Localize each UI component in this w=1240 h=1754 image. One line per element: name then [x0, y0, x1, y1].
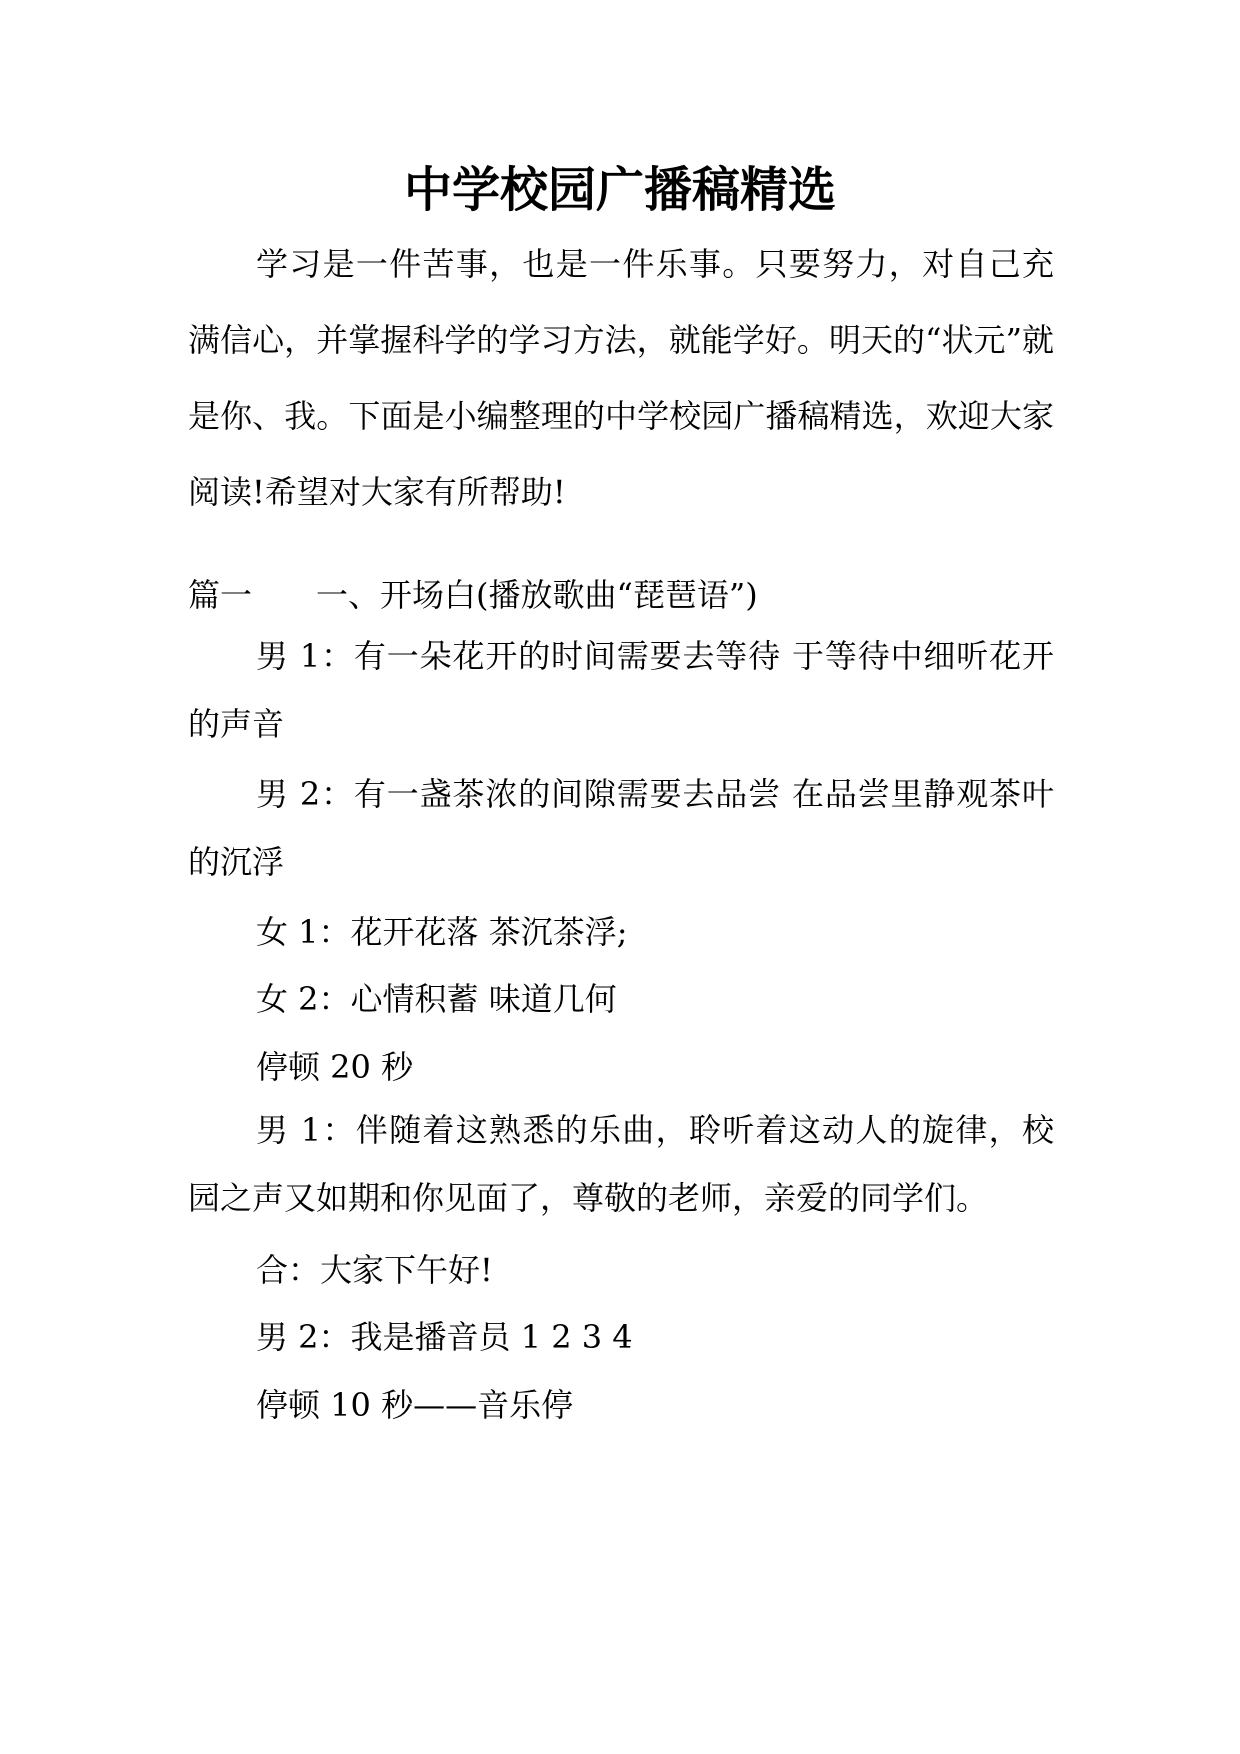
script-line-pause-10: 停顿 10 秒——音乐停 — [256, 1386, 574, 1424]
script-line-together: 合：大家下午好! — [256, 1251, 493, 1289]
script-line-male1-welcome: 男 1：伴随着这熟悉的乐曲，聆听着这动人的旋律，校园之声又如期和你见面了，尊敬的老师，亲爱的同学们。 — [188, 1111, 1054, 1217]
intro-paragraph: 学习是一件苦事，也是一件乐事。只要努力，对自己充满信心，并掌握科学的学习方法，就能学好。明天的“状元”就是你、我。下面是小编整理的中学校园广播稿精选，欢迎大家阅读!希望对大家有所帮助! — [188, 245, 1054, 511]
script-line-male2-intro: 男 2：有一盏茶浓的间隙需要去品尝 在品尝里静观茶叶的沉浮 — [188, 775, 1054, 881]
script-line-male1-intro: 男 1：有一朵花开的时间需要去等待 于等待中细听花开的声音 — [188, 637, 1054, 743]
section-title: 一、开场白(播放歌曲“琵琶语”) — [316, 576, 758, 614]
page-title: 中学校园广播稿精选 — [403, 162, 836, 218]
section-label: 篇一 — [188, 576, 253, 614]
script-line-male2-announcers: 男 2：我是播音员 1 2 3 4 — [256, 1318, 633, 1356]
section-heading — [188, 558, 1054, 632]
script-line-female1: 女 1：花开花落 茶沉茶浮; — [256, 913, 628, 951]
script-line-female2: 女 2：心情积蓄 味道几何 — [256, 980, 617, 1018]
script-line-pause-20: 停顿 20 秒 — [256, 1048, 414, 1086]
